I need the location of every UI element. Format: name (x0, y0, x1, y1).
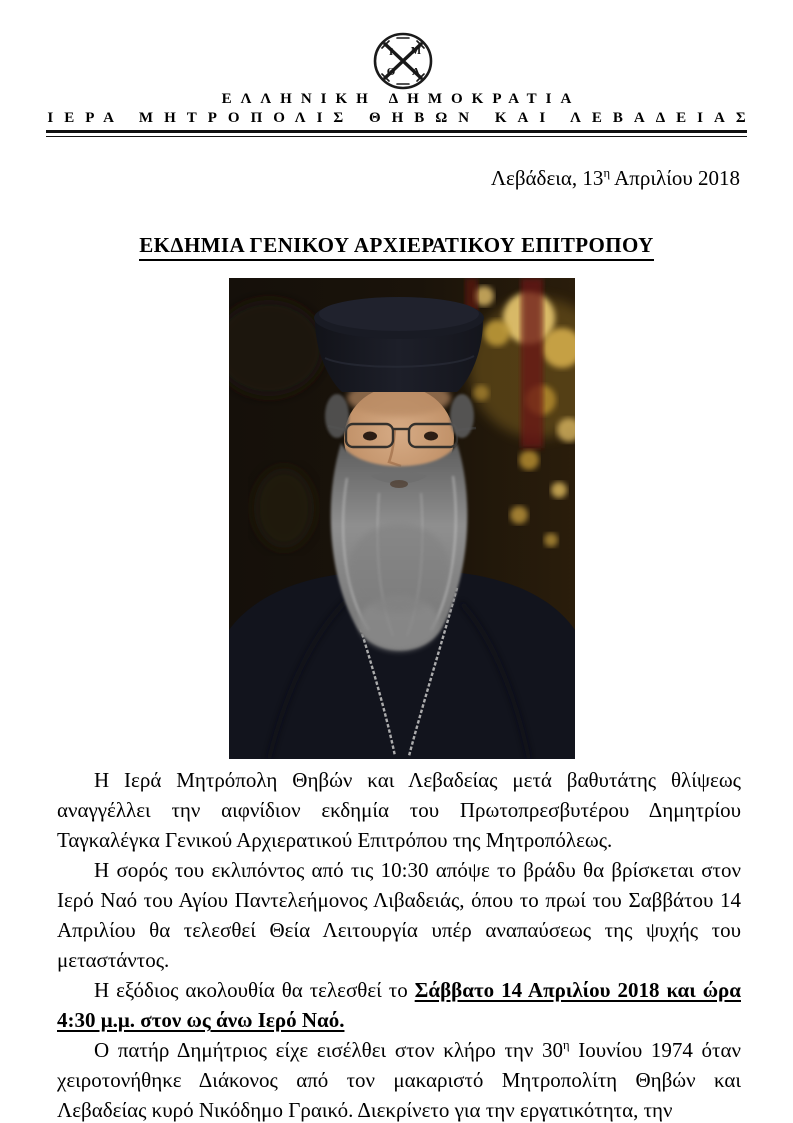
letterhead-metropolis-line: ΙΕΡΑ ΜΗΤΡΟΠΟΛΙΣ ΘΗΒΩΝ ΚΑΙ ΛΕΒΑΔΕΙΑΣ (47, 110, 757, 126)
metropolis-seal-icon (368, 30, 438, 94)
dateline-ordinal: η (603, 166, 611, 180)
biography-lead: Ο πατήρ Δημήτριος είχε εισέλθει στον κλήρο την 30 (94, 1038, 564, 1062)
paragraph-biography (57, 1035, 741, 1123)
page-title: ΕΚΔΗΜΙΑ ΓΕΝΙΚΟΥ ΑΡΧΙΕΡΑΤΙΚΟΥ ΕΠΙΤΡΟΠΟΥ (139, 233, 653, 261)
dateline-rest: Απριλίου 2018 (610, 166, 740, 190)
funeral-datetime-emphasis: Σάββατο 14 Απριλίου 2018 και ώρα 4:30 μ.μ. στον ως άνω Ιερό Ναό. (57, 978, 741, 1032)
kalimavkion-hat (314, 297, 484, 392)
seal-letter-tr: Μ (410, 45, 422, 57)
biography-rest: Ιουνίου 1974 όταν χειροτονήθηκε Διάκονος από τον μακαριστό Μητροπολίτη Θηβών και Λεβαδείας κυρό Νικόδημο Γραικό. Διεκρίνετο για την εργατικότητα, την (57, 1038, 741, 1122)
priest-portrait-photo (229, 278, 575, 759)
letterhead-state-line: ΕΛΛΗΝΙΚΗ ΔΗΜΟΚΡΑΤΙΑ (221, 91, 581, 107)
priest-portrait-illustration (229, 278, 575, 759)
seal-letter-bl: Θ (386, 66, 396, 78)
seal-letter-br: Λ (412, 66, 420, 78)
biography-ordinal: η (563, 1038, 570, 1052)
paragraph-vigil: Η σορός του εκλιπόντος από τις 10:30 απόψε το βράδυ θα βρίσκεται στον Ιερό Ναό του Αγίου Παντελεήμονος Λιβαδειάς, όπου το πρωί του Σαββάτου 14 Απριλίου θα τελεσθεί Θεία Λειτουργία υπέρ αναπαύσεως της ψυχής του μεταστάντος. (57, 858, 741, 972)
dateline-place-day: Λεβάδεια, 13 (490, 166, 604, 190)
paragraph-funeral (57, 975, 741, 1035)
letterhead-divider (46, 130, 747, 137)
seal-letter-tl: Ι (388, 46, 394, 58)
paragraph-announcement: Η Ιερά Μητρόπολη Θηβών και Λεβαδείας μετά βαθυτάτης θλίψεως αναγγέλλει την αιφνίδιον εκδημία του Πρωτοπρεσβυτέρου Δημητρίου Ταγκαλέγκα Γενικού Αρχιερατικού Επιτρόπου της Μητροπόλεως. (57, 768, 741, 852)
funeral-lead: Η εξόδιος ακολουθία θα τελεσθεί το (94, 978, 415, 1002)
dateline (491, 166, 740, 191)
body-text (57, 765, 741, 1123)
